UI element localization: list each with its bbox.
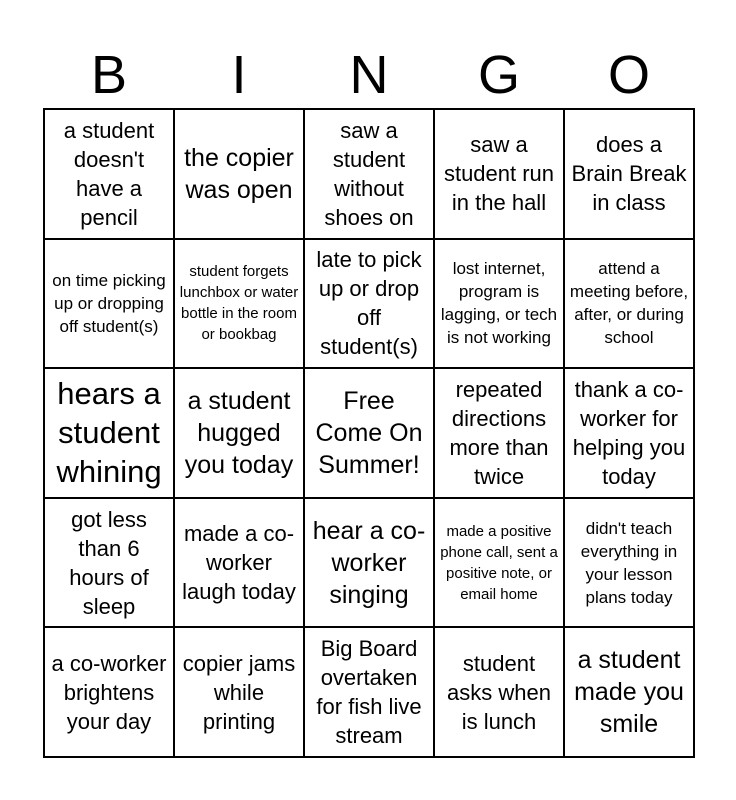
bingo-cell[interactable] <box>174 109 304 239</box>
bingo-cell[interactable] <box>434 498 564 628</box>
grid-row <box>44 498 694 628</box>
cell-text: made a co-worker laugh today <box>182 521 296 605</box>
bingo-cell[interactable] <box>564 368 694 498</box>
cell-text: Free Come On Summer! <box>315 386 423 479</box>
bingo-cell[interactable] <box>304 109 434 239</box>
grid-row <box>44 368 694 498</box>
cell-text: saw a student without shoes on <box>324 117 414 230</box>
cell-text: Big Board overtaken for fish live stream <box>316 636 422 749</box>
cell-text: late to pick up or drop off student(s) <box>316 247 422 360</box>
header-letter-n: N <box>349 45 389 105</box>
grid-row <box>44 627 694 757</box>
cell-text: hears a student whining <box>56 376 162 490</box>
bingo-cell[interactable] <box>564 627 694 757</box>
bingo-cell[interactable] <box>44 368 174 498</box>
header-letter-g: G <box>477 45 520 105</box>
cell-text: hear a co-worker singing <box>312 516 426 609</box>
bingo-cell[interactable] <box>44 498 174 628</box>
bingo-cell[interactable] <box>174 368 304 498</box>
cell-text: thank a co-worker for helping you today <box>572 376 686 489</box>
bingo-cell[interactable] <box>434 239 564 369</box>
cell-text: does a Brain Break in class <box>571 132 687 216</box>
cell-text: a co-worker brightens your day <box>51 650 167 734</box>
cell-text: on time picking up or dropping off student(s) <box>52 270 166 336</box>
cell-text: made a positive phone call, sent a positive note, or email home <box>440 522 558 603</box>
bingo-cell[interactable] <box>304 498 434 628</box>
grid-row <box>44 109 694 239</box>
bingo-grid <box>43 108 695 758</box>
bingo-cell[interactable] <box>434 109 564 239</box>
cell-text: copier jams while printing <box>182 650 296 734</box>
bingo-cell[interactable] <box>434 627 564 757</box>
cell-text: the copier was open <box>184 143 294 204</box>
cell-text: lost internet, program is lagging, or tech is not working <box>440 259 558 348</box>
header-letter-o: O <box>607 45 650 105</box>
cell-text: a student hugged you today <box>184 386 294 479</box>
cell-text: repeated directions more than twice <box>449 376 549 489</box>
bingo-cell[interactable] <box>44 627 174 757</box>
cell-text: didn't teach everything in your lesson plans today <box>580 518 678 607</box>
cell-text: student asks when is lunch <box>447 650 551 734</box>
bingo-cell[interactable] <box>564 239 694 369</box>
cell-text: saw a student run in the hall <box>443 132 555 216</box>
grid-row <box>44 239 694 369</box>
bingo-cell[interactable] <box>304 239 434 369</box>
cell-text: student forgets lunchbox or water bottle in the room or bookbag <box>179 263 299 344</box>
bingo-cell[interactable] <box>44 239 174 369</box>
bingo-cell[interactable] <box>564 498 694 628</box>
header-letter-b: B <box>90 45 128 105</box>
bingo-cell[interactable] <box>44 109 174 239</box>
bingo-cell[interactable] <box>434 368 564 498</box>
header-letter-i: I <box>231 45 247 105</box>
bingo-cell[interactable] <box>174 627 304 757</box>
bingo-cell[interactable] <box>304 627 434 757</box>
bingo-cell[interactable] <box>174 239 304 369</box>
cell-text: a student made you smile <box>574 646 684 739</box>
free-space-cell[interactable] <box>304 368 434 498</box>
bingo-cell[interactable] <box>564 109 694 239</box>
bingo-cell[interactable] <box>174 498 304 628</box>
cell-text: got less than 6 hours of sleep <box>69 506 149 619</box>
cell-text: a student doesn't have a pencil <box>63 117 155 230</box>
cell-text: attend a meeting before, after, or during school <box>569 259 689 348</box>
bingo-header <box>44 44 694 106</box>
